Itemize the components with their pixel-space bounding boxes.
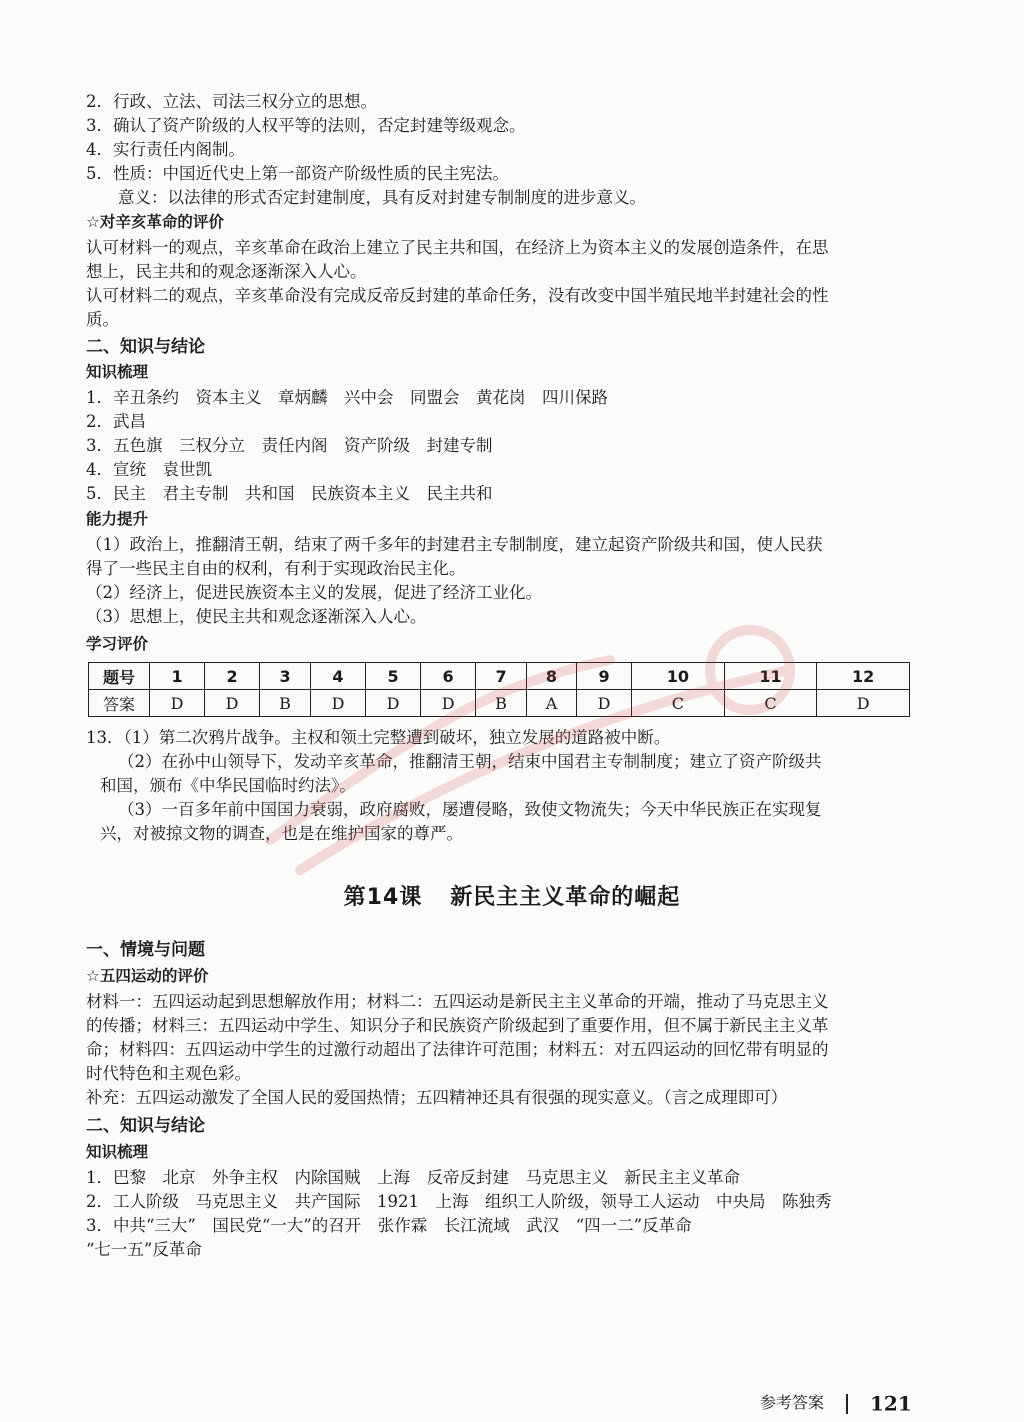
table-cell: B [476,690,527,717]
section-title: 二、知识与结论 [86,337,205,357]
lesson-number: 第14课 [343,885,423,910]
table-cell: 11 [724,663,817,690]
subsection-title: 知识梳理 [86,363,149,381]
text-line: 认可材料二的观点，辛亥革命没有完成反帝反封建的革命任务，没有改变中国半殖民地半封建社会的性 [86,286,829,305]
table-row [89,690,910,717]
footer-label: 参考答案 [760,1393,825,1412]
subsection-title: 学习评价 [86,635,149,653]
footer-divider [846,1394,848,1414]
text-line: （1）政治上，推翻清王朝，结束了两千多年的封建君主专制制度，建立起资产阶级共和国，使人民获 [86,535,823,554]
text-line: （3）思想上，使民主共和观念逐渐深入人心。 [86,607,427,626]
text-line: 3．中共“三大” 国民党“一大”的召开 张作霖 长江流域 武汉 “四一二”反革命 [86,1216,692,1235]
text-line: （2）经济上，促进民族资本主义的发展，促进了经济工业化。 [86,583,542,602]
text-line: 补充：五四运动激发了全国人民的爱国热情；五四精神还具有很强的现实意义。（言之成理即可） [86,1088,788,1107]
text-line: 3．确认了资产阶级的人权平等的法则，否定封建等级观念。 [86,116,526,135]
text-line: （3）一百多年前中国国力衰弱，政府腐败，屡遭侵略，致使文物流失；今天中华民族正在实现复 [118,800,822,819]
table-cell: D [366,690,421,717]
text-line: 认可材料一的观点，辛亥革命在政治上建立了民主共和国，在经济上为资本主义的发展创造条件，在思 [86,238,829,257]
text-line: 4．宣统 袁世凯 [86,460,212,479]
table-cell: D [817,690,910,717]
lesson-title [0,880,1024,911]
table-cell: 7 [476,663,527,690]
text-line: 4．实行责任内阁制。 [86,140,245,159]
text-line: 材料一：五四运动起到思想解放作用；材料二：五四运动是新民主主义革命的开端，推动了马克思主义 [86,992,829,1011]
text-line: 想上，民主共和的观念逐渐深入人心。 [86,262,367,281]
section-title: 二、知识与结论 [86,1116,205,1136]
text-line: 得了一些民主自由的权利，有利于实现政治民主化。 [86,559,466,578]
wusi-title: ☆五四运动的评价 [86,967,209,985]
text-line: 质。 [86,310,119,329]
text-line: 意义：以法律的形式否定封建制度，具有反对封建专制制度的进步意义。 [118,188,646,207]
text-line: 1．辛丑条约 资本主义 章炳麟 兴中会 同盟会 黄花岗 四川保路 [86,388,608,407]
table-cell: 4 [310,663,365,690]
answer-table [88,662,910,717]
page-footer [760,1390,912,1416]
text-line: 命；材料四：五四运动中学生的过激行动超出了法律许可范围；材料五：对五四运动的回忆带有明显的 [86,1040,829,1059]
table-cell: 9 [576,663,631,690]
xinhai-title: ☆对辛亥革命的评价 [86,213,224,231]
text-line: 的传播；材料三：五四运动中学生、知识分子和民族资产阶级起到了重要作用，但不属于新民主主义革 [86,1016,829,1035]
table-header-cell: 题号 [89,663,150,690]
text-line: 兴，对被掠文物的调查，也是在维护国家的尊严。 [100,824,463,843]
table-cell: 5 [366,663,421,690]
text-line: 1．巴黎 北京 外争主权 内除国贼 上海 反帝反封建 马克思主义 新民主主义革命 [86,1168,740,1187]
table-cell: A [526,690,576,717]
subsection-title: 知识梳理 [86,1143,149,1161]
table-cell: D [576,690,631,717]
table-cell: D [310,690,365,717]
text-line: 和国，颁布《中华民国临时约法》。 [100,776,356,795]
text-line: “七一五”反革命 [86,1240,202,1259]
text-line: 5．性质：中国近代史上第一部资产阶级性质的民主宪法。 [86,164,509,183]
subsection-title: 能力提升 [86,510,149,528]
table-cell: 12 [817,663,910,690]
table-cell: 8 [526,663,576,690]
table-cell: D [421,690,476,717]
table-row [89,663,910,690]
table-cell: D [150,690,205,717]
table-cell: D [205,690,260,717]
text-line: （2）在孙中山领导下，发动辛亥革命，推翻清王朝，结束中国君主专制制度；建立了资产阶级共 [118,752,822,771]
table-cell: 2 [205,663,260,690]
table-cell: C [632,690,725,717]
text-line: 2．行政、立法、司法三权分立的思想。 [86,92,377,111]
table-cell: 3 [260,663,311,690]
text-line: 5．民主 君主专制 共和国 民族资本主义 民主共和 [86,484,493,503]
table-cell: B [260,690,311,717]
text-line: 2．工人阶级 马克思主义 共产国际 1921 上海 组织工人阶级，领导工人运动 中央局 陈独秀 [86,1192,832,1211]
page-number: 121 [870,1391,912,1416]
table-cell: 1 [150,663,205,690]
text-line: 3．五色旗 三权分立 责任内阁 资产阶级 封建专制 [86,436,493,455]
text-line: 2．武昌 [86,412,146,431]
table-cell: 10 [632,663,725,690]
lesson-name: 新民主主义革命的崛起 [450,885,681,910]
table-header-cell: 答案 [89,690,150,717]
table-cell: 6 [421,663,476,690]
text-line: 时代特色和主观色彩。 [86,1064,251,1083]
table-cell: C [724,690,817,717]
section-title: 一、情境与问题 [86,940,205,960]
text-line: 13．（1）第二次鸦片战争。主权和领土完整遭到破坏，独立发展的道路被中断。 [86,728,671,747]
